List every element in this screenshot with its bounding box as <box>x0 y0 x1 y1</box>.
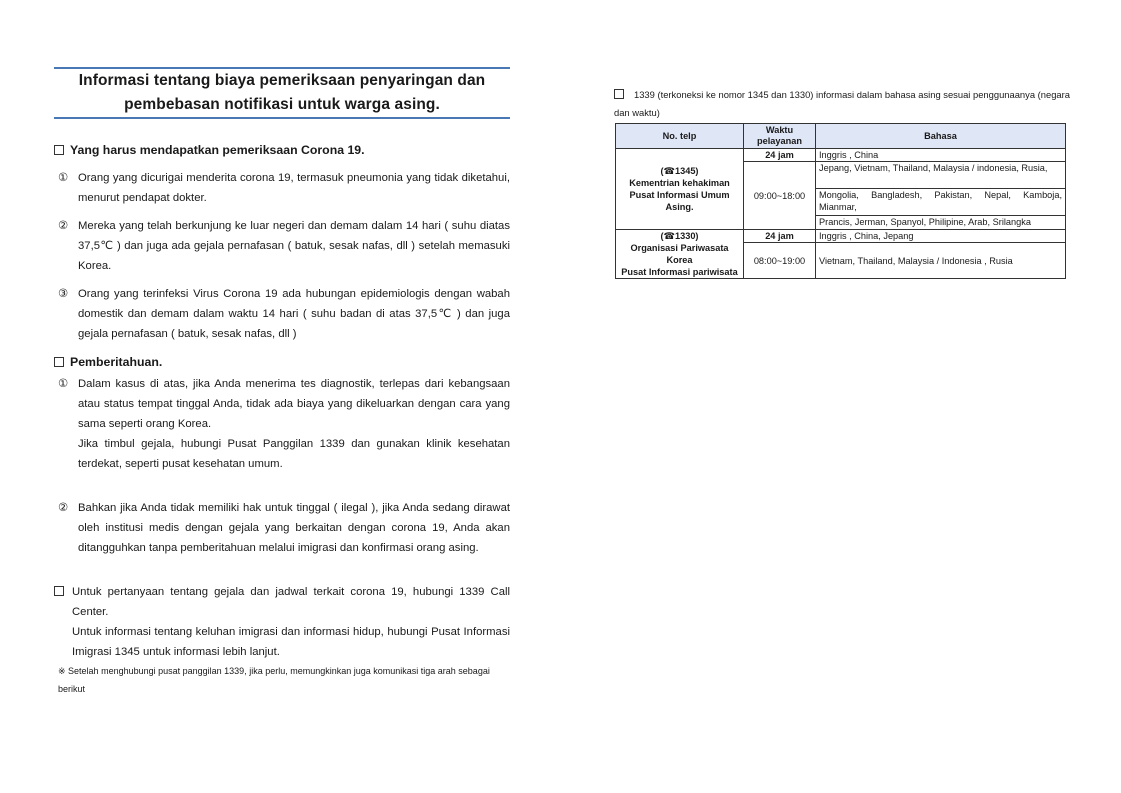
language-cell: Inggris , China, Jepang <box>816 230 1066 243</box>
contact-text-1: Untuk pertanyaan tentang gejala dan jadwal terkait corona 19, hubungi 1339 Call Center. <box>72 586 510 618</box>
checkbox-square-icon <box>54 357 64 367</box>
contact-info <box>54 582 510 662</box>
page-title-line-2: pembebasan notifikasi untuk warga asing. <box>124 96 440 113</box>
organization-name: Kementrian kehakiman <box>629 178 730 188</box>
item-text: Bahkan jika Anda tidak memiliki hak untuk tinggal ( ilegal ), jika Anda sedang dirawat oleh institusi medis dengan gejala yang berkaitan dengan corona 19, Anda akan ditangguhkan tanpa pemberitahuan melalui imigrasi dan konfirmasi orang asing. <box>78 502 510 554</box>
table-header-row <box>616 124 1066 149</box>
phone-number: (☎1330) <box>660 231 699 241</box>
phone-number: (☎1345) <box>660 166 699 176</box>
notification-item-1 <box>54 374 510 474</box>
title-bottom-rule <box>54 117 510 119</box>
section-heading-notification <box>54 352 510 372</box>
checkbox-square-icon <box>54 145 64 155</box>
phone-1330-cell <box>616 230 744 279</box>
checkbox-square-icon <box>614 89 624 99</box>
contact-text-2: Untuk informasi tentang keluhan imigrasi dan informasi hidup, hubungi Pusat Informasi Imigrasi 1345 untuk informasi lebih lanjut. <box>72 626 510 658</box>
item-number: ② <box>58 220 69 232</box>
item-number: ① <box>58 172 69 184</box>
item-number: ② <box>58 502 69 514</box>
table-row <box>616 230 1066 243</box>
time-cell: 08:00~19:00 <box>744 243 816 279</box>
examination-item-3 <box>54 284 510 344</box>
language-line-2: Mongolia, Bangladesh, Pakistan, Nepal, Kamboja, Mianmar, <box>816 189 1065 216</box>
language-cell: Inggris , China <box>816 149 1066 162</box>
item-number: ③ <box>58 288 69 300</box>
language-cell: Vietnam, Thailand, Malaysia / Indonesia , Rusia <box>816 243 1066 279</box>
language-line-3: Prancis, Jerman, Spanyol, Philipine, Arab, Srilangka <box>819 217 1031 227</box>
item-text <box>78 374 510 474</box>
title-block <box>54 67 510 119</box>
intro-text: 1339 (terkoneksi ke nomor 1345 dan 1330) informasi dalam bahasa asing sesuai penggunaanya (negara dan waktu) <box>614 89 1070 118</box>
phone-1345-cell <box>616 149 744 230</box>
table-row <box>616 149 1066 162</box>
heading-text: Pemberitahuan. <box>70 355 163 369</box>
time-cell: 24 jam <box>744 230 816 243</box>
item-text: Orang yang terinfeksi Virus Corona 19 ada hubungan epidemiologis dengan wabah domestik dan demam dalam waktu 14 hari ( suhu badan di atas 37,5℃ ) dan juga gejala pernafasan ( batuk, sesak nafas, dll ) <box>78 288 510 340</box>
section-heading-examination <box>54 140 510 160</box>
contact-bullet <box>54 582 72 662</box>
organization-name: Organisasi Pariwasata Korea <box>630 243 729 265</box>
examination-item-1 <box>54 168 510 208</box>
examination-item-2 <box>54 216 510 276</box>
header-language: Bahasa <box>816 124 1066 149</box>
left-column <box>54 140 510 698</box>
three-way-note: ※ Setelah menghubungi pusat panggilan 1339, jika perlu, memungkinkan juga komunikasi tiga arah sebagai berikut <box>58 666 490 694</box>
heading-text: Yang harus mendapatkan pemeriksaan Corona 19. <box>70 143 365 157</box>
checkbox-square-icon <box>54 586 64 596</box>
item-text-part-2: Jika timbul gejala, hubungi Pusat Panggilan 1339 dan gunakan klinik kesehatan terdekat, seperti pusat kesehatan umum. <box>78 438 510 470</box>
page-title-line-1: Informasi tentang biaya pemeriksaan penyaringan dan <box>78 72 486 89</box>
item-text: Mereka yang telah berkunjung ke luar negeri dan demam dalam 14 hari ( suhu diatas 37,5℃ ) dan juga ada gejala pernafasan ( batuk, sesak nafas, dll ) setelah memasuki Korea. <box>78 220 510 272</box>
time-cell: 24 jam <box>744 149 816 162</box>
language-cell <box>816 162 1066 230</box>
item-text-part-1: Dalam kasus di atas, jika Anda menerima tes diagnostik, terlepas dari kebangsaan atau status tempat tinggal Anda, tidak ada biaya yang dikeluarkan dengan cara yang sama seperti orang Korea. <box>78 378 510 430</box>
organization-subname: Pusat Informasi pariwisata <box>621 267 738 277</box>
right-intro <box>614 86 1070 122</box>
time-cell: 09:00~18:00 <box>744 162 816 230</box>
item-number: ① <box>58 378 69 390</box>
contact-text <box>72 582 510 662</box>
language-service-table <box>615 123 1066 279</box>
header-phone: No. telp <box>616 124 744 149</box>
notification-item-2 <box>54 498 510 558</box>
header-time: Waktu pelayanan <box>744 124 816 149</box>
language-line-1: Jepang, Vietnam, Thailand, Malaysia / indonesia, Rusia, <box>816 162 1065 189</box>
organization-subname: Pusat Informasi Umum Asing. <box>629 190 730 212</box>
item-text: Orang yang dicurigai menderita corona 19, termasuk pneumonia yang tidak diketahui, menurut pendapat dokter. <box>78 172 510 204</box>
